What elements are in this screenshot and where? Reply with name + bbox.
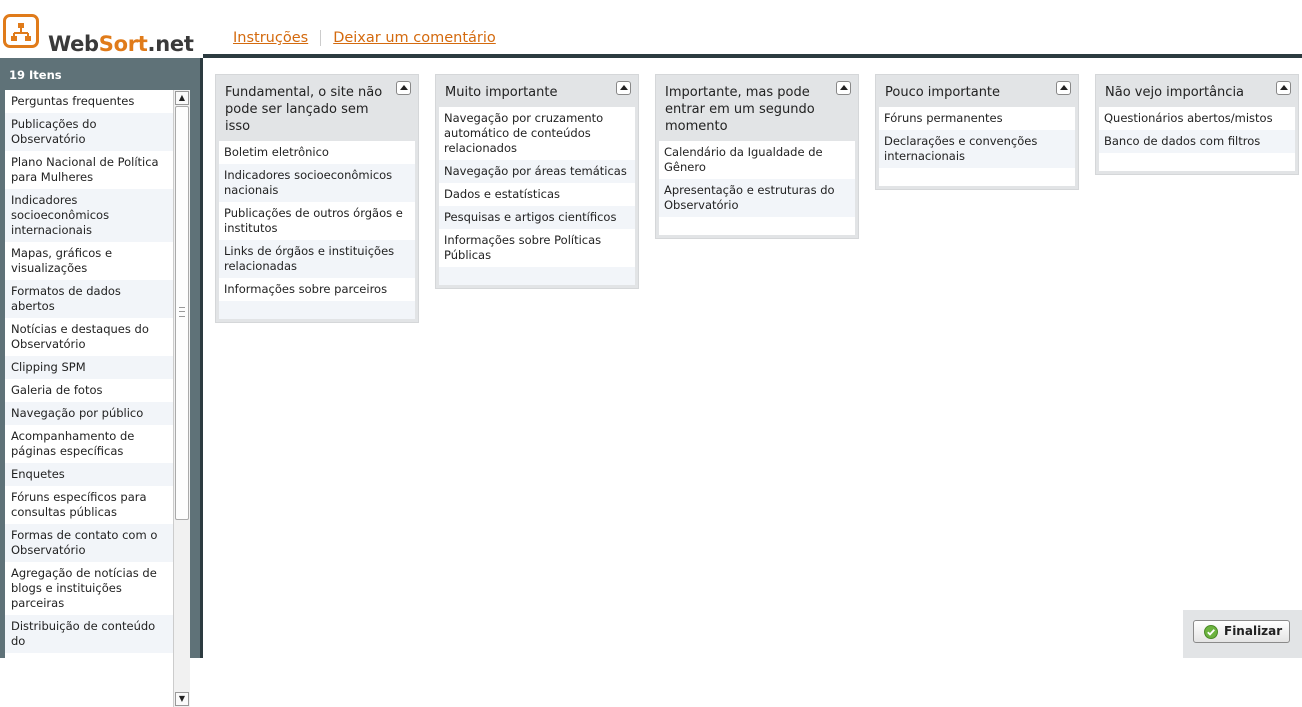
check-circle-icon — [1204, 625, 1218, 639]
list-item[interactable]: Notícias e destaques do Observatório — [11, 322, 149, 351]
sorted-item[interactable]: Questionários abertos/mistos — [1104, 111, 1273, 125]
sorted-item[interactable]: Pesquisas e artigos científicos — [439, 206, 635, 229]
sorted-item[interactable]: Publicações de outros órgãos e institutos — [224, 206, 403, 235]
drop-placeholder — [879, 168, 1075, 186]
category-column-muito-importante — [435, 74, 639, 289]
list-item[interactable]: Mapas, gráficos e visualizações — [11, 246, 113, 275]
header — [0, 0, 1302, 56]
column-header — [436, 75, 638, 107]
websort-logo — [3, 14, 203, 56]
collapse-arrow-icon[interactable] — [1056, 81, 1071, 95]
unsorted-item-list[interactable] — [5, 90, 173, 707]
column-header — [1096, 75, 1298, 107]
list-item[interactable]: Publicações do Observatório — [5, 113, 173, 151]
list-item[interactable]: Fóruns específicos para consultas públicas — [11, 490, 147, 519]
list-item[interactable]: Navegação por público — [5, 402, 173, 425]
scrollbar-thumb[interactable] — [175, 106, 189, 520]
finalize-button[interactable] — [1193, 620, 1290, 643]
sorted-item[interactable]: Apresentação e estruturas do Observatório — [659, 179, 855, 217]
instructions-link[interactable]: Instruções — [233, 30, 309, 46]
sorted-item[interactable]: Informações sobre Políticas Públicas — [444, 233, 602, 262]
category-column-fundamental — [215, 74, 419, 323]
sorted-item[interactable]: Navegação por áreas temáticas — [439, 160, 635, 183]
sorted-item[interactable]: Calendário da Igualdade de Gênero — [664, 145, 823, 174]
scrollbar-grip-icon — [179, 307, 185, 317]
list-item[interactable]: Indicadores socioeconômicos internacionais — [5, 189, 173, 242]
sorted-item[interactable]: Banco de dados com filtros — [1099, 130, 1295, 153]
list-item[interactable]: Agregação de notícias de blogs e instituições parceiras — [11, 566, 157, 610]
sorted-item[interactable]: Navegação por cruzamento automático de conteúdos relacionados — [444, 111, 604, 155]
drop-placeholder — [219, 301, 415, 319]
list-item[interactable]: Acompanhamento de páginas específicas — [11, 429, 135, 458]
leave-comment-link[interactable]: Deixar um comentário — [333, 30, 496, 46]
logo-text-web: Web — [48, 32, 99, 56]
nav-divider — [320, 30, 321, 46]
column-title: Fundamental, o site não pode ser lançado sem isso — [225, 85, 383, 134]
sorted-item[interactable]: Fóruns permanentes — [884, 111, 1003, 125]
collapse-arrow-icon[interactable] — [1276, 81, 1291, 95]
drop-placeholder — [659, 217, 855, 235]
collapse-arrow-icon[interactable] — [836, 81, 851, 95]
list-item[interactable]: Enquetes — [5, 463, 173, 486]
column-drop-zone[interactable] — [219, 141, 415, 319]
logo-text-sort: Sort — [98, 32, 148, 56]
item-count-label: 19 Itens — [9, 68, 62, 82]
column-header — [876, 75, 1078, 107]
list-item[interactable]: Galeria de fotos — [11, 383, 103, 397]
collapse-arrow-icon[interactable] — [616, 81, 631, 95]
list-item[interactable]: Clipping SPM — [5, 356, 173, 379]
column-header — [656, 75, 858, 141]
sorted-item[interactable]: Informações sobre parceiros — [224, 282, 388, 296]
sorted-item[interactable]: Indicadores socioeconômicos nacionais — [219, 164, 415, 202]
category-column-pouco-importante — [875, 74, 1079, 190]
list-item[interactable]: Distribuição de conteúdo do — [5, 615, 173, 653]
unsorted-items-panel — [0, 58, 203, 703]
sitemap-icon — [3, 14, 39, 48]
sorted-item[interactable]: Boletim eletrônico — [224, 145, 329, 159]
column-drop-zone[interactable] — [879, 107, 1075, 186]
column-drop-zone[interactable] — [1099, 107, 1295, 171]
sorted-item[interactable]: Dados e estatísticas — [444, 187, 560, 201]
sorted-item[interactable]: Links de órgãos e instituições relacionadas — [219, 240, 415, 278]
scroll-down-icon[interactable]: ▼ — [175, 692, 189, 706]
footer-bar — [1183, 610, 1302, 658]
header-divider — [203, 54, 1302, 58]
column-title: Muito importante — [445, 85, 558, 100]
logo-text — [48, 32, 194, 56]
finalize-label: Finalizar — [1224, 624, 1283, 638]
column-title: Pouco importante — [885, 85, 1001, 100]
list-item[interactable]: Plano Nacional de Política para Mulheres — [11, 155, 159, 184]
column-header — [216, 75, 418, 141]
list-item[interactable]: Formas de contato com o Observatório — [5, 524, 173, 562]
sorted-item[interactable]: Declarações e convenções internacionais — [879, 130, 1075, 168]
list-item[interactable]: Perguntas frequentes — [11, 94, 135, 108]
top-nav — [233, 30, 496, 46]
drop-placeholder — [439, 267, 635, 285]
item-list-scrollbar[interactable] — [173, 90, 190, 707]
column-title: Importante, mas pode entrar em um segundo momento — [665, 85, 815, 134]
collapse-arrow-icon[interactable] — [396, 81, 411, 95]
drop-placeholder — [1099, 153, 1295, 171]
logo-text-net: .net — [147, 32, 194, 56]
category-column-nao-vejo-importancia — [1095, 74, 1299, 175]
category-column-importante — [655, 74, 859, 239]
column-drop-zone[interactable] — [659, 141, 855, 235]
column-title: Não vejo importância — [1105, 85, 1245, 100]
scroll-up-icon[interactable]: ▲ — [175, 91, 189, 105]
list-item[interactable]: Formatos de dados abertos — [5, 280, 173, 318]
column-drop-zone[interactable] — [439, 107, 635, 285]
